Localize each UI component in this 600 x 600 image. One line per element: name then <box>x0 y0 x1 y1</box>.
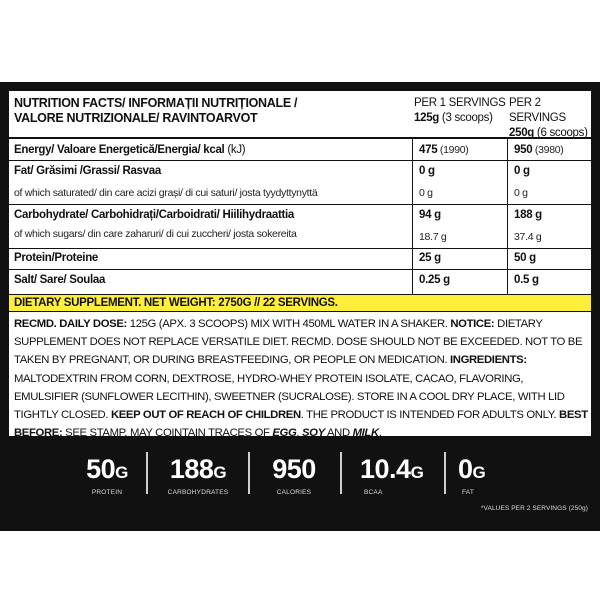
stat-value: 10.4 <box>360 454 411 484</box>
col1-label: PER 1 SERVINGS <box>414 97 506 109</box>
stat-label: CALORIES <box>276 489 312 496</box>
row-value-1: 0.25 g <box>419 274 450 286</box>
row-value-1: 25 g <box>419 252 441 264</box>
allergen-soy: SOY <box>302 427 325 440</box>
col2-scoops: (6 scoops) <box>536 127 588 139</box>
stat-label: CARBOHYDRATES <box>167 489 229 496</box>
dose-key: RECMD. DAILY DOSE: <box>14 318 127 330</box>
row-value-2: 0.5 g <box>514 274 539 286</box>
adults-text: . THE PRODUCT IS INTENDED FOR ADULTS ONLY. <box>300 409 560 422</box>
row-value-1: 0 g <box>419 165 435 177</box>
row-label: Protein/Proteine <box>14 252 99 264</box>
stat-divider <box>340 452 342 494</box>
row-label: Salt/ Sare/ Soulaa <box>14 274 106 286</box>
stat-divider <box>248 452 250 494</box>
col2-label: PER 2 SERVINGS <box>509 97 566 124</box>
row-value-2-kj: (3980) <box>532 144 564 156</box>
row-value-1-kj: (1990) <box>437 144 469 156</box>
stat-unit: G <box>115 463 128 482</box>
col1-amount: 125g <box>414 112 440 124</box>
children-warning: KEEP OUT OF REACH OF CHILDREN <box>110 409 301 422</box>
allergen-milk: MILK <box>352 427 379 440</box>
table-row-salt <box>9 269 591 293</box>
row-value-2: 37.4 g <box>514 231 542 243</box>
row-value-2: 950 <box>514 144 533 156</box>
row-value-1: 18.7 g <box>419 231 447 243</box>
column-header-1-serving <box>414 96 506 126</box>
stat-calories <box>266 454 322 497</box>
nutrition-highlights <box>0 448 600 500</box>
row-value-1: 0 g <box>419 187 433 199</box>
table-row-carbohydrate <box>9 204 591 224</box>
stat-fat <box>458 454 498 497</box>
stat-label: BCAA <box>364 489 383 496</box>
row-label: of which saturated/ din care acizi grași/ di cui saturi/ josta tyydyttynyttä <box>14 187 318 199</box>
row-label-unit: (kJ) <box>224 144 246 156</box>
stat-unit: G <box>213 463 227 482</box>
stat-divider <box>444 452 446 494</box>
row-label: Fat/ Grăsimi /Grassi/ Rasvaa <box>14 165 161 177</box>
stat-value: 50 <box>86 454 116 484</box>
table-title <box>14 96 297 126</box>
stat-value: 188 <box>169 454 214 484</box>
stat-label: FAT <box>462 489 475 496</box>
dose-text: 125G (APX. 3 SCOOPS) MIX WITH 450ML WATER IN A SHAKER. <box>126 318 451 330</box>
ingredients-text: MALTODEXTRIN FROM CORN, DEXTROSE, HYDRO-WHEY PROTEIN ISOLATE, CACAO, FLAVORING, EMULSIFIER (SUNFLOWER LECITHIN), SWEETNER (SUCRALOSE). STORE IN A COOL DRY PLACE, WITH LID TIGHTLY CLOSED. <box>14 372 565 422</box>
stat-label: PROTEIN <box>91 489 123 496</box>
col1-scoops: (3 scoops) <box>441 112 493 124</box>
column-header-2-servings <box>509 96 593 141</box>
row-label: of which sugars/ din care zaharuri/ di cui zuccheri/ josta sokereita <box>14 228 297 240</box>
usage-instructions <box>14 315 590 442</box>
stat-carbohydrates <box>160 454 236 497</box>
stat-bcaa <box>360 454 442 497</box>
table-header <box>9 91 591 139</box>
table-row-fat <box>9 160 591 180</box>
traces-text: SEE STAMP. MAY COINTAIN TRACES OF <box>62 427 273 440</box>
row-value-1: 94 g <box>419 209 441 221</box>
stat-value: 950 <box>272 454 316 484</box>
table-row-protein <box>9 248 591 268</box>
values-footnote: *VALUES PER 2 SERVINGS (250g) <box>480 505 588 512</box>
title-line-1: NUTRITION FACTS/ INFORMAȚII NUTRIȚIONALE / <box>14 96 298 110</box>
title-line-2: VALORE NUTRIZIONALE/ RAVINTOARVOT <box>14 111 258 125</box>
row-value-2: 50 g <box>514 252 536 264</box>
dietary-supplement-banner: DIETARY SUPPLEMENT. NET WEIGHT: 2750G // 22 SERVINGS. <box>9 294 591 312</box>
stat-unit: G <box>472 463 486 482</box>
stat-value: 0 <box>458 454 473 484</box>
stat-protein <box>82 454 132 497</box>
notice-text: DIETARY SUPPLEMENT DOES NOT REPLACE VERSATILE DIET. RECMD. DOSE SHOULD NOT BE EXCEEDED. NOT TO BE TAKEN BY PREGNANT, OR DURING BREASTFEEDING, OR PEOPLE ON MEDICATION. <box>14 318 583 367</box>
row-value-2: 188 g <box>514 209 542 221</box>
best-before-key: BEST BEFORE: <box>14 409 588 440</box>
allergen-egg: EGG <box>272 427 297 440</box>
ingredients-key: INGREDIENTS: <box>449 354 527 367</box>
row-label: Energy/ Valoare Energetică/Energia/ kcal <box>14 144 225 156</box>
separator: AND <box>324 427 353 440</box>
row-value-1: 475 <box>419 144 438 156</box>
notice-key: NOTICE: <box>450 318 495 330</box>
row-value-2: 0 g <box>514 165 530 177</box>
nutrition-facts-table <box>8 90 592 440</box>
separator: . <box>378 427 382 440</box>
row-label: Carbohydrate/ Carbohidrați/Carboidrati/ Hiilihydraattia <box>14 209 294 221</box>
stat-unit: G <box>410 463 424 482</box>
separator: , <box>296 427 302 440</box>
row-value-2: 0 g <box>514 187 528 199</box>
col2-amount: 250g <box>509 127 535 139</box>
stat-divider <box>146 452 148 494</box>
